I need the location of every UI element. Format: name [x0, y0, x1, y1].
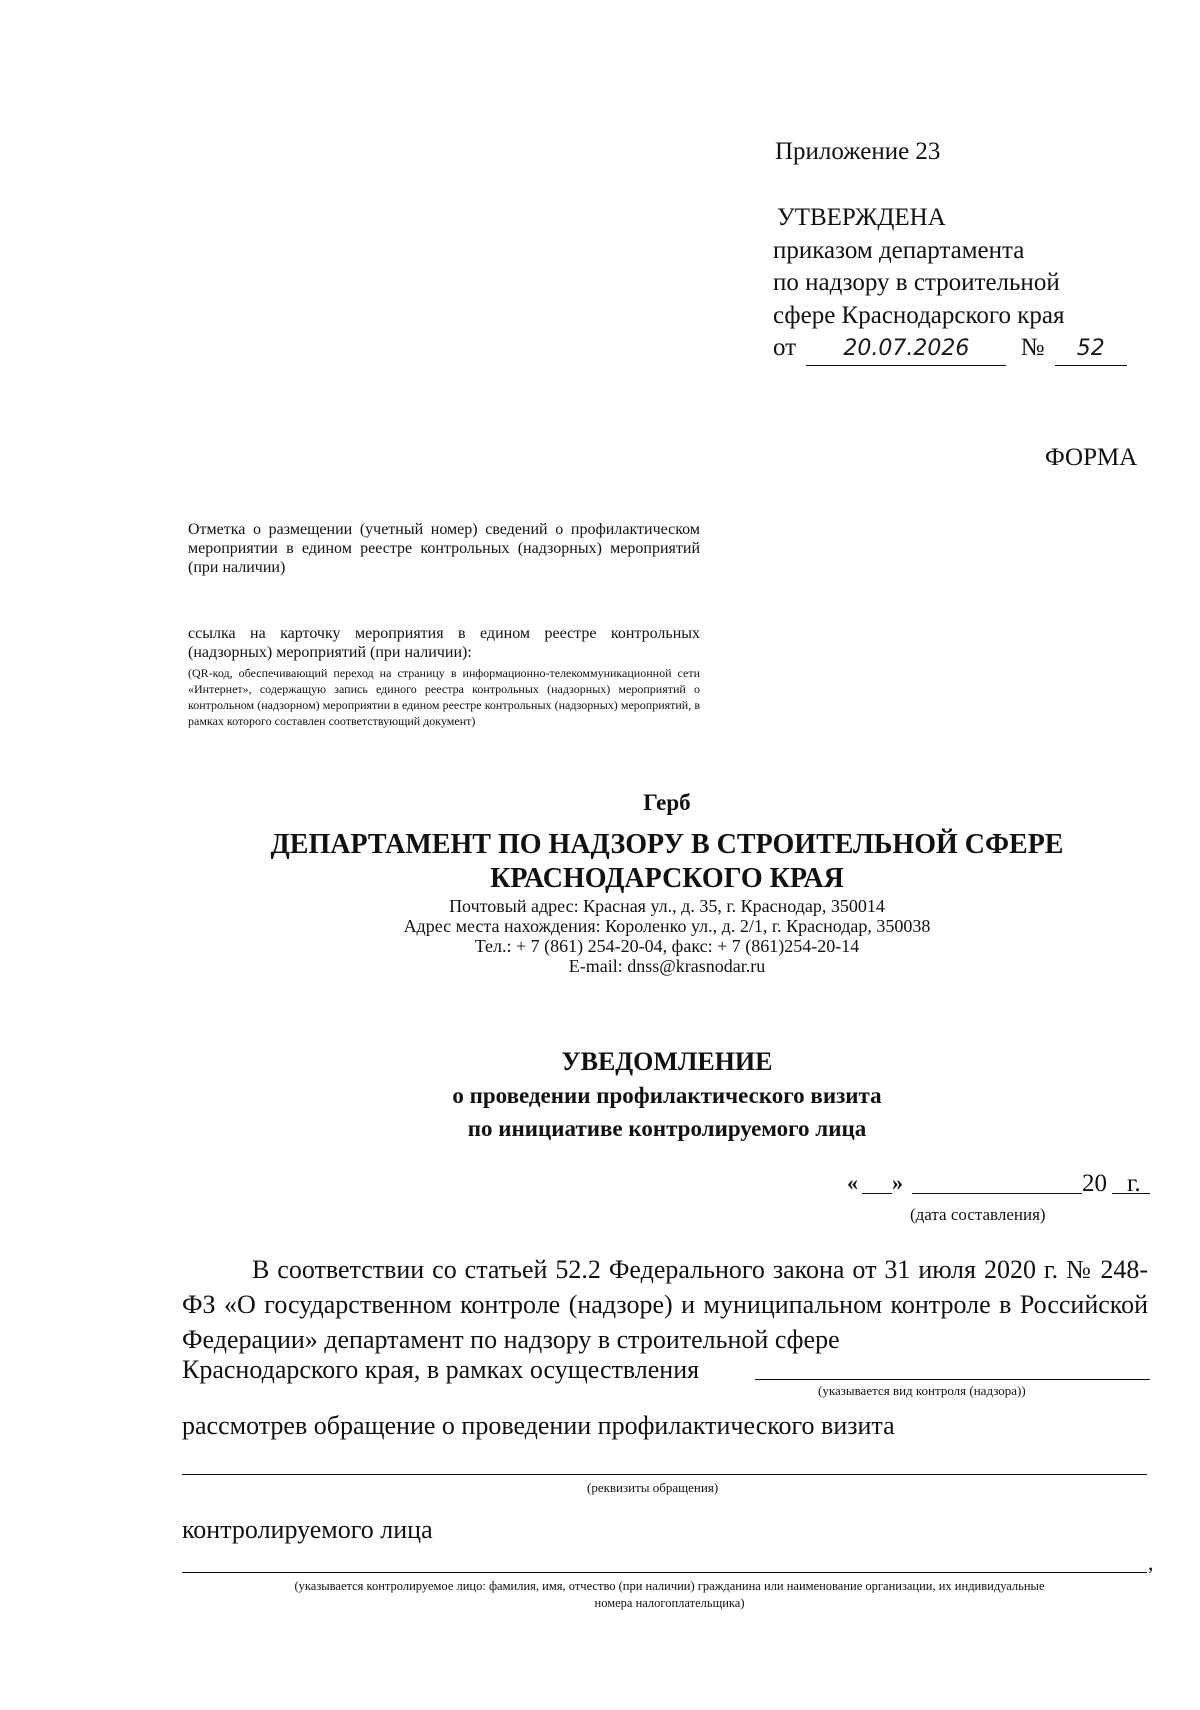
- approval-date-row: [773, 332, 1127, 366]
- registry-note: Отметка о размещении (учетный номер) сведений о профилактическом мероприятии в едином реестре контрольных (надзорных) мероприятий (при наличии): [188, 521, 700, 576]
- document-subtitle-2: по инициативе контролируемого лица: [467, 1116, 867, 1141]
- form-label: ФОРМА: [1045, 444, 1138, 471]
- approval-date-value: 20.07.2026: [806, 333, 1006, 366]
- postal-address: Почтовый адрес: Красная ул., д. 35, г. Краснодар, 350014: [449, 896, 885, 916]
- body-paragraph: В соответствии со статьей 52.2 Федерального закона от 31 июля 2020 г. № 248-ФЗ «О государственном контроле (надзоре) и муниципальном контроле в Российской Федерации» департамент по надзору в строительной сфере: [182, 1255, 1148, 1354]
- considered-text: рассмотрев обращение о проведении профилактического визита: [182, 1411, 895, 1440]
- registry-link-note: (QR-код, обеспечивающий переход на страницу в информационно-телекоммуникационной сети «Интернет», содержащую запись единого реестра контрольных (надзорных) мероприятий о контрольном (надзорном) мероприятии в едином реестре контрольных (надзорных) мероприятий, в рамках которого составлен соответствующий документ): [188, 666, 700, 728]
- phone-fax: Тел.: + 7 (861) 254-20-04, факс: + 7 (861)254-20-14: [474, 936, 860, 956]
- control-type-caption: (указывается вид контроля (надзора)): [818, 1383, 1026, 1398]
- org-name-line-2: КРАСНОДАРСКОГО КРАЯ: [490, 863, 844, 894]
- approval-number-value: 52: [1055, 333, 1127, 366]
- approved-label: УТВЕРЖДЕНА: [777, 204, 946, 231]
- document-title: УВЕДОМЛЕНИЕ: [561, 1047, 773, 1076]
- date-year-prefix: 20: [1082, 1170, 1107, 1197]
- email: E-mail: dnss@krasnodar.ru: [568, 956, 766, 976]
- date-caption: (дата составления): [910, 1205, 1046, 1224]
- approval-line-2: по надзору в строительной: [773, 269, 1060, 296]
- org-name-line-1: ДЕПАРТАМЕНТ ПО НАДЗОРУ В СТРОИТЕЛЬНОЙ СФЕРЕ: [270, 829, 1064, 860]
- date-open-quote: «: [847, 1170, 858, 1195]
- approval-line-3: сфере Краснодарского края: [773, 302, 1065, 329]
- request-details-caption: (реквизиты обращения): [587, 1480, 719, 1495]
- appendix-label: Приложение 23: [775, 138, 941, 165]
- location-address: Адрес места нахождения: Короленко ул., д. 2/1, г. Краснодар, 350038: [403, 916, 931, 936]
- document-subtitle-1: о проведении профилактического визита: [452, 1083, 882, 1108]
- registry-link-text: ссылка на карточку мероприятия в едином реестре контрольных (надзорных) мероприятий (при наличии):: [188, 625, 700, 661]
- body-last-line: Краснодарского края, в рамках осуществления: [182, 1355, 700, 1384]
- date-year-suffix: г.: [1127, 1170, 1141, 1197]
- emblem-label: Герб: [643, 790, 691, 815]
- date-prefix: от: [773, 334, 797, 361]
- control-type-line: [755, 1379, 1150, 1380]
- controlled-person-label: контролируемого лица: [182, 1515, 433, 1544]
- comma: ,: [1148, 1550, 1154, 1575]
- controlled-person-caption-2: номера налогоплательщика): [594, 1596, 745, 1610]
- approval-line-1: приказом департамента: [773, 237, 1025, 264]
- controlled-person-line: [182, 1572, 1147, 1573]
- date-month-line: [912, 1193, 1082, 1194]
- date-day-line: [862, 1193, 892, 1194]
- controlled-person-caption-1: (указывается контролируемое лицо: фамилия, имя, отчество (при наличии) гражданина или наименование организации, их индивидуальные: [294, 1579, 1045, 1593]
- number-prefix: №: [1020, 334, 1045, 361]
- date-close-quote: »: [892, 1170, 903, 1195]
- request-details-line: [182, 1474, 1147, 1475]
- emblem-placeholder: [0, 790, 1200, 816]
